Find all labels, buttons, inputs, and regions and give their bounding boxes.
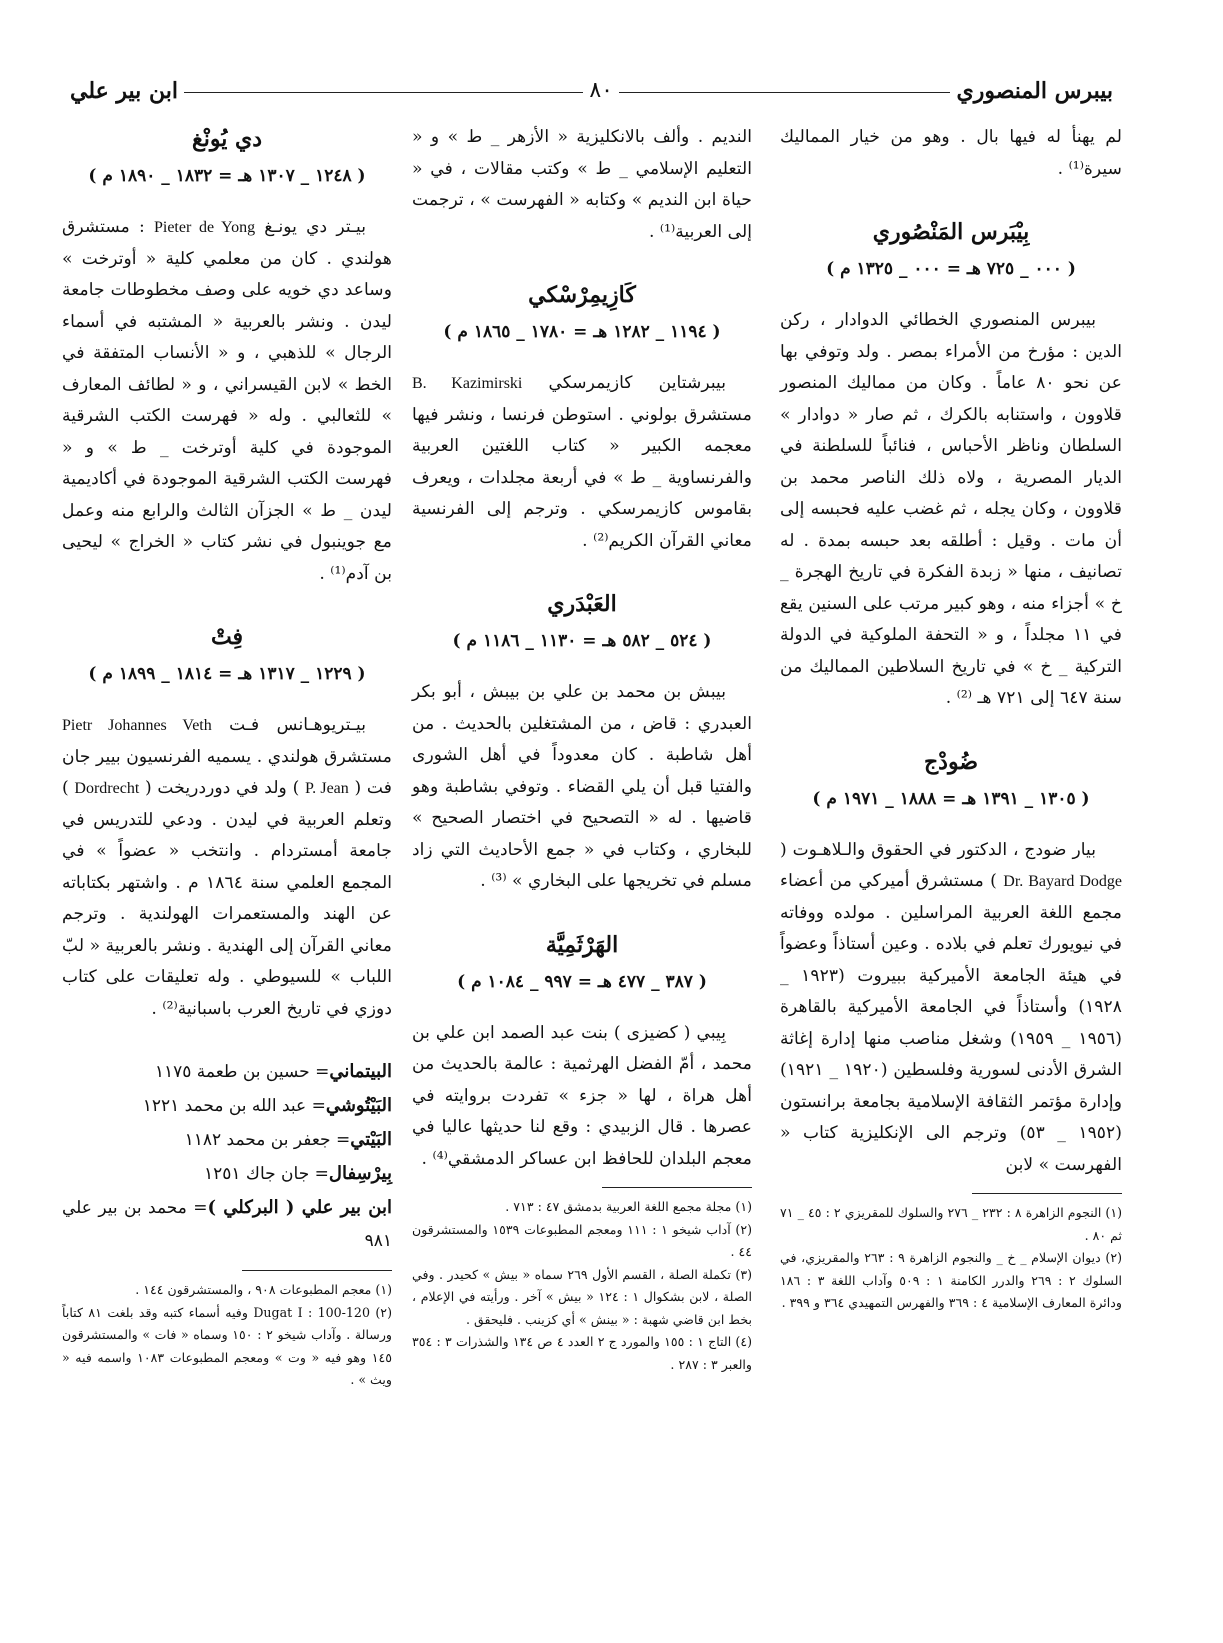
entry-title: الهَرْثَمِيَّة xyxy=(545,931,619,958)
entry-text xyxy=(412,368,752,557)
latin-name: B. Kazimirski xyxy=(412,375,523,392)
footnote: (١) معجم المطبوعات ٩٠٨ ، والمستشرقون ١٤٤ . xyxy=(135,1282,392,1297)
footnotes xyxy=(412,1196,752,1376)
entry-dates: ( ٥٢٤ _ ٥٨٢ هـ = ١١٣٠ _ ١١٨٦ م ) xyxy=(452,631,712,651)
latin-name: P. Jean xyxy=(304,780,349,797)
entry-text: بيبرس المنصوري الخطائي الدوادار ، ركن الدين : مؤرخ من الأمراء بمصر . ولد وتوفي بها عن نحو ٨٠ عاماً . وكان من مماليك المنصور قلاوون ، واستنابه بالكرك ، ثم صار « دوادار » السلطان وناظر الأحباس ، فنائباً للسلطنة في الديار المصرية ، ولاه ذلك الناصر محمد بن قلاوون ، وكان يجله ، ثم غضب عليه فحبسه إلى أن مات . وقيل : أطلقه بعد حبسه بمدة . له تصانيف ، منها « زبدة الفكرة في تاريخ الهجرة _ خ » أجزاء منه ، وهو كبير مرتب على السنين يقع في ١١ مجلداً ، و « التحفة الملوكية في الدولة التركية _ خ » في تاريخ السلاطين المماليك من سنة ٦٤٧ إلى ٧٢١ هـ ⁽²⁾ . xyxy=(780,310,1122,708)
footnotes xyxy=(780,1202,1122,1315)
column-right xyxy=(780,122,1122,1315)
cross-reference xyxy=(62,1123,392,1157)
xref-target: = عبد الله بن محمد ١٢٢١ xyxy=(142,1096,326,1116)
entry-title: العَبْدَري xyxy=(547,591,617,617)
continuation-text: النديم . وألف بالانكليزية « الأزهر _ ط » و « التعليم الإسلامي _ ط » وكتب مقالات ، في « حياة ابن النديم » وكتابه « الفهرست » ، ترجمت إلى العربية⁽¹⁾ . xyxy=(412,127,752,242)
entry-text-part: بيـتريوهـانس فـت xyxy=(229,715,366,735)
xref-target: = حسين بن طعمة ١١٧٥ xyxy=(154,1062,330,1082)
cross-reference xyxy=(62,1055,392,1089)
column-middle xyxy=(412,122,752,1376)
footnote: (١) مجلة مجمع اللغة العربية بدمشق ٤٧ : ٧١٣ . xyxy=(505,1199,752,1214)
entry-text-part: مستشرق هولندي . يسميه الفرنسيون بيير جان فت ( xyxy=(62,746,392,798)
header-right-title: بيبرس المنصوري xyxy=(950,76,1119,106)
entry-text-part: ) وتعلم العربية في ليدن . ودعي للتدريس في جامعة أمستردام . وانتخب « عضواً » في المجمع العلمي سنة ١٨٦٤ م . واشتهر بكتاباته عن الهند والمستعمرات الهولندية . وترجم معاني القرآن إلى الهندية . ونشر بالعربية « لبّ اللباب » للسيوطي . وله تعليقات على كتاب دوزي في تاريخ العرب باسبانية⁽²⁾ . xyxy=(62,778,393,1019)
latin-name: Dordrecht xyxy=(74,780,140,797)
header-left-title: ابن بير علي xyxy=(64,76,184,106)
cross-references xyxy=(62,1055,392,1258)
entry-text-part: ) مستشرق أميركي من أعضاء مجمع اللغة العربية المراسلين . مولده ووفاته في نيويورك تعلم في بلاده . وعين أستاذاً وعضواً في هيئة الجامعة الأميركية ببيروت (١٩٢٣ _ ١٩٢٨) وأستاذاً في الجامعة الأميركية بالقاهرة (١٩٥٦ _ ١٩٥٩) وشغل مناصب منها إدارة إغاثة الشرق الأدنى لسورية وفلسطين (١٩٢٠ _ ١٩٢١) وإدارة مؤتمر الثقافة الإسلامية بجامعة برانستون (١٩٥٢ _ ٥٣) وترجم الى الإنكليزية كتاب « الفهرست » لابن xyxy=(780,871,1122,1175)
cross-reference xyxy=(62,1157,392,1191)
entry-text xyxy=(62,710,392,1025)
footnote: (٢) ديوان الإسلام _ خ _ والنجوم الزاهرة ٩ : ٢٦٣ والمقريزي، في السلوك ٢ : ٢٦٩ والدرر الكامنة ١ : ٥٠٩ وآداب اللغة ٣ : ١٨٦ ودائرة المعارف الإسلامية ٤ : ٣٦٩ والفهرس التمهيدي ٣٦٤ و ٣٩٩ . xyxy=(780,1250,1123,1310)
xref-term: البَيْتي xyxy=(350,1129,392,1150)
xref-term: ابن بير علي ( البركلي ) xyxy=(207,1197,392,1218)
footnote-rule xyxy=(972,1193,1122,1194)
column-left xyxy=(62,122,392,1392)
entry-text xyxy=(780,835,1122,1182)
entry-title: فِتْ xyxy=(210,624,244,650)
entry-text-part: ) ولد في دوردريخت ( xyxy=(144,778,300,798)
cross-reference xyxy=(62,1191,392,1258)
xref-target: = جان جاك ١٢٥١ xyxy=(204,1164,329,1184)
entry-dates: ( ١٢٤٨ _ ١٣٠٧ هـ = ١٨٣٢ _ ١٨٩٠ م ) xyxy=(88,166,366,186)
entry-dates: ( ٠٠٠ _ ٧٢٥ هـ = ٠٠٠ _ ١٣٢٥ م ) xyxy=(826,259,1076,279)
page-number: ٨٠ xyxy=(583,76,619,106)
entry-title: ضُودْج xyxy=(923,748,979,775)
entry-dates: ( ١٣٠٥ _ ١٣٩١ هـ = ١٨٨٨ _ ١٩٧١ م ) xyxy=(812,788,1090,809)
entry-title: دي يُونْغ xyxy=(192,126,262,152)
entry-dates: ( ١١٩٤ _ ١٢٨٢ هـ = ١٧٨٠ _ ١٨٦٥ م ) xyxy=(443,322,721,342)
footnote-rule xyxy=(242,1270,392,1271)
entry-text-part: مستشرق بولوني . استوطن فرنسا ، ونشر فيها معجمه الكبير « كتاب اللغتين العربية والفرنساوية _ ط » في أربعة مجلدات ، ويعرف بقاموس كازيمرسكي . وترجم إلى الفرنسية معاني القرآن الكريم⁽²⁾ . xyxy=(412,404,752,551)
entry-text-part: بيار ضودج ، الدكتور في الحقوق والـلاهـوت ( xyxy=(780,839,1096,860)
xref-term: البيتماني xyxy=(329,1061,392,1082)
xref-term: بِيرْسِفال xyxy=(328,1163,392,1184)
entry-text: بيبش بن محمد بن علي بن بيبش ، أبو بكر العبدري : قاض ، من المشتغلين بالحديث . من أهل شاطبة . كان معدوداً في أهل الشورى والفتيا قبل أن يلي القضاء . وتوفي بشاطبة وهو قاضيها . له « التصحيح في اختصار الصحيح » للبخاري ، وكتاب في « جمع الأحاديث التي زاد مسلم في تخريجها على البخاري » ⁽³⁾ . xyxy=(412,682,752,891)
entry-text xyxy=(62,212,392,590)
entry-text-part: : مستشرق هولندي . كان من معلمي كلية « أوترخت » وساعد دي خويه على وصف مخطوطات جامعة ليدن . ونشر بالعربية « المشتبه في أسماء الرجال » للذهبي ، و « الأنساب المتفقة في الخط » لابن القيسراني ، و « لطائف المعارف » للثعالبي . وله « فهرست الكتب الشرقية الموجودة في كلية أوترخت _ ط » و « فهرست الكتب الشرقية الموجودة في أكاديمية ليدن _ ط » الجزآن الثالث والرابع منه وعمل مع جوينبول في نشر كتاب « الخراج » ليحيى بن آدم⁽¹⁾ . xyxy=(62,217,392,584)
entry-text-part: بيبرشتاين كازيمرسكي xyxy=(548,373,726,393)
xref-term: البَيْتُوشي xyxy=(325,1095,392,1116)
entry-title: بِيْبَرس المَنْصُوري xyxy=(872,219,1030,245)
footnotes xyxy=(62,1279,392,1392)
cross-reference xyxy=(62,1089,392,1123)
footnote: (٣) تكملة الصلة ، القسم الأول ٢٦٩ سماه « بيش » كحيدر . وفي الصلة ، لابن بشكوال ١ : ١٢٤ « بيش » آخر . ورأيته في الإعلام ، بخط ابن قاضي شهبة : « بينش » أي كزينب . فليحقق . xyxy=(412,1266,752,1327)
footnote-rule xyxy=(602,1187,752,1188)
footnote: (٤) التاج ١ : ١٥٥ والمورد ج ٢ العدد ٤ ص ١٣٤ والشذرات ٣ : ٣٥٤ والعبر ٣ : ٢٨٧ . xyxy=(412,1334,753,1372)
footnote: (١) النجوم الزاهرة ٨ : ٢٣٢ _ ٢٧٦ والسلوك للمقريزي ٢ : ٤٥ _ ٧١ ثم ٨٠ . xyxy=(780,1205,1123,1243)
latin-name: Pieter de Yong xyxy=(153,219,256,236)
continuation-text: لم يهنأ له فيها بال . وهو من خيار المماليك سيرة⁽¹⁾ . xyxy=(780,127,1122,179)
footnote: (٢) آداب شيخو ١ : ١١١ ومعجم المطبوعات ١٥٣٩ والمستشرقون ٤٤ . xyxy=(412,1221,752,1259)
entry-dates: ( ١٢٢٩ _ ١٣١٧ هـ = ١٨١٤ _ ١٨٩٩ م ) xyxy=(88,664,366,684)
footnote: (٢) Dugat I : 100-120 وفيه أسماء كتبه وقد بلغت ٨١ كتاباً ورسالة . وآداب شيخو ٢ : ١٥٠ وسماه « فات » والمستشرقون ١٤٥ وهو فيه « وت » ومعجم المطبوعات ١٠٨٣ واسمه فيه « ويث » . xyxy=(62,1304,393,1387)
xref-target: = جعفر بن محمد ١١٨٢ xyxy=(184,1130,351,1150)
running-header xyxy=(64,76,1119,110)
entry-text-part: بيـتر دي يونـغ xyxy=(264,217,367,237)
entry-title: كَازِيمِرْسْكي xyxy=(528,282,636,308)
latin-name: Pietr Johannes Veth xyxy=(62,717,212,734)
latin-name: Dr. Bayard Dodge xyxy=(1003,873,1123,890)
entry-text: بِيبي ( كضيزى ) بنت عبد الصمد ابن علي بن محمد ، أمّ الفضل الهرثمية : عالمة بالحديث من أهل هراة ، لها « جزء » تفردت بروايته في عصرها . قال الزبيدي : وقع لنا حديثها عاليا في معجم البلدان للحافظ ابن عساكر الدمشقي⁽⁴⁾ . xyxy=(412,1022,752,1169)
entry-dates: ( ٣٨٧ _ ٤٧٧ هـ = ٩٩٧ _ ١٠٨٤ م ) xyxy=(457,971,707,992)
xref-target: = محمد بن بير علي ٩٨١ xyxy=(62,1198,392,1251)
